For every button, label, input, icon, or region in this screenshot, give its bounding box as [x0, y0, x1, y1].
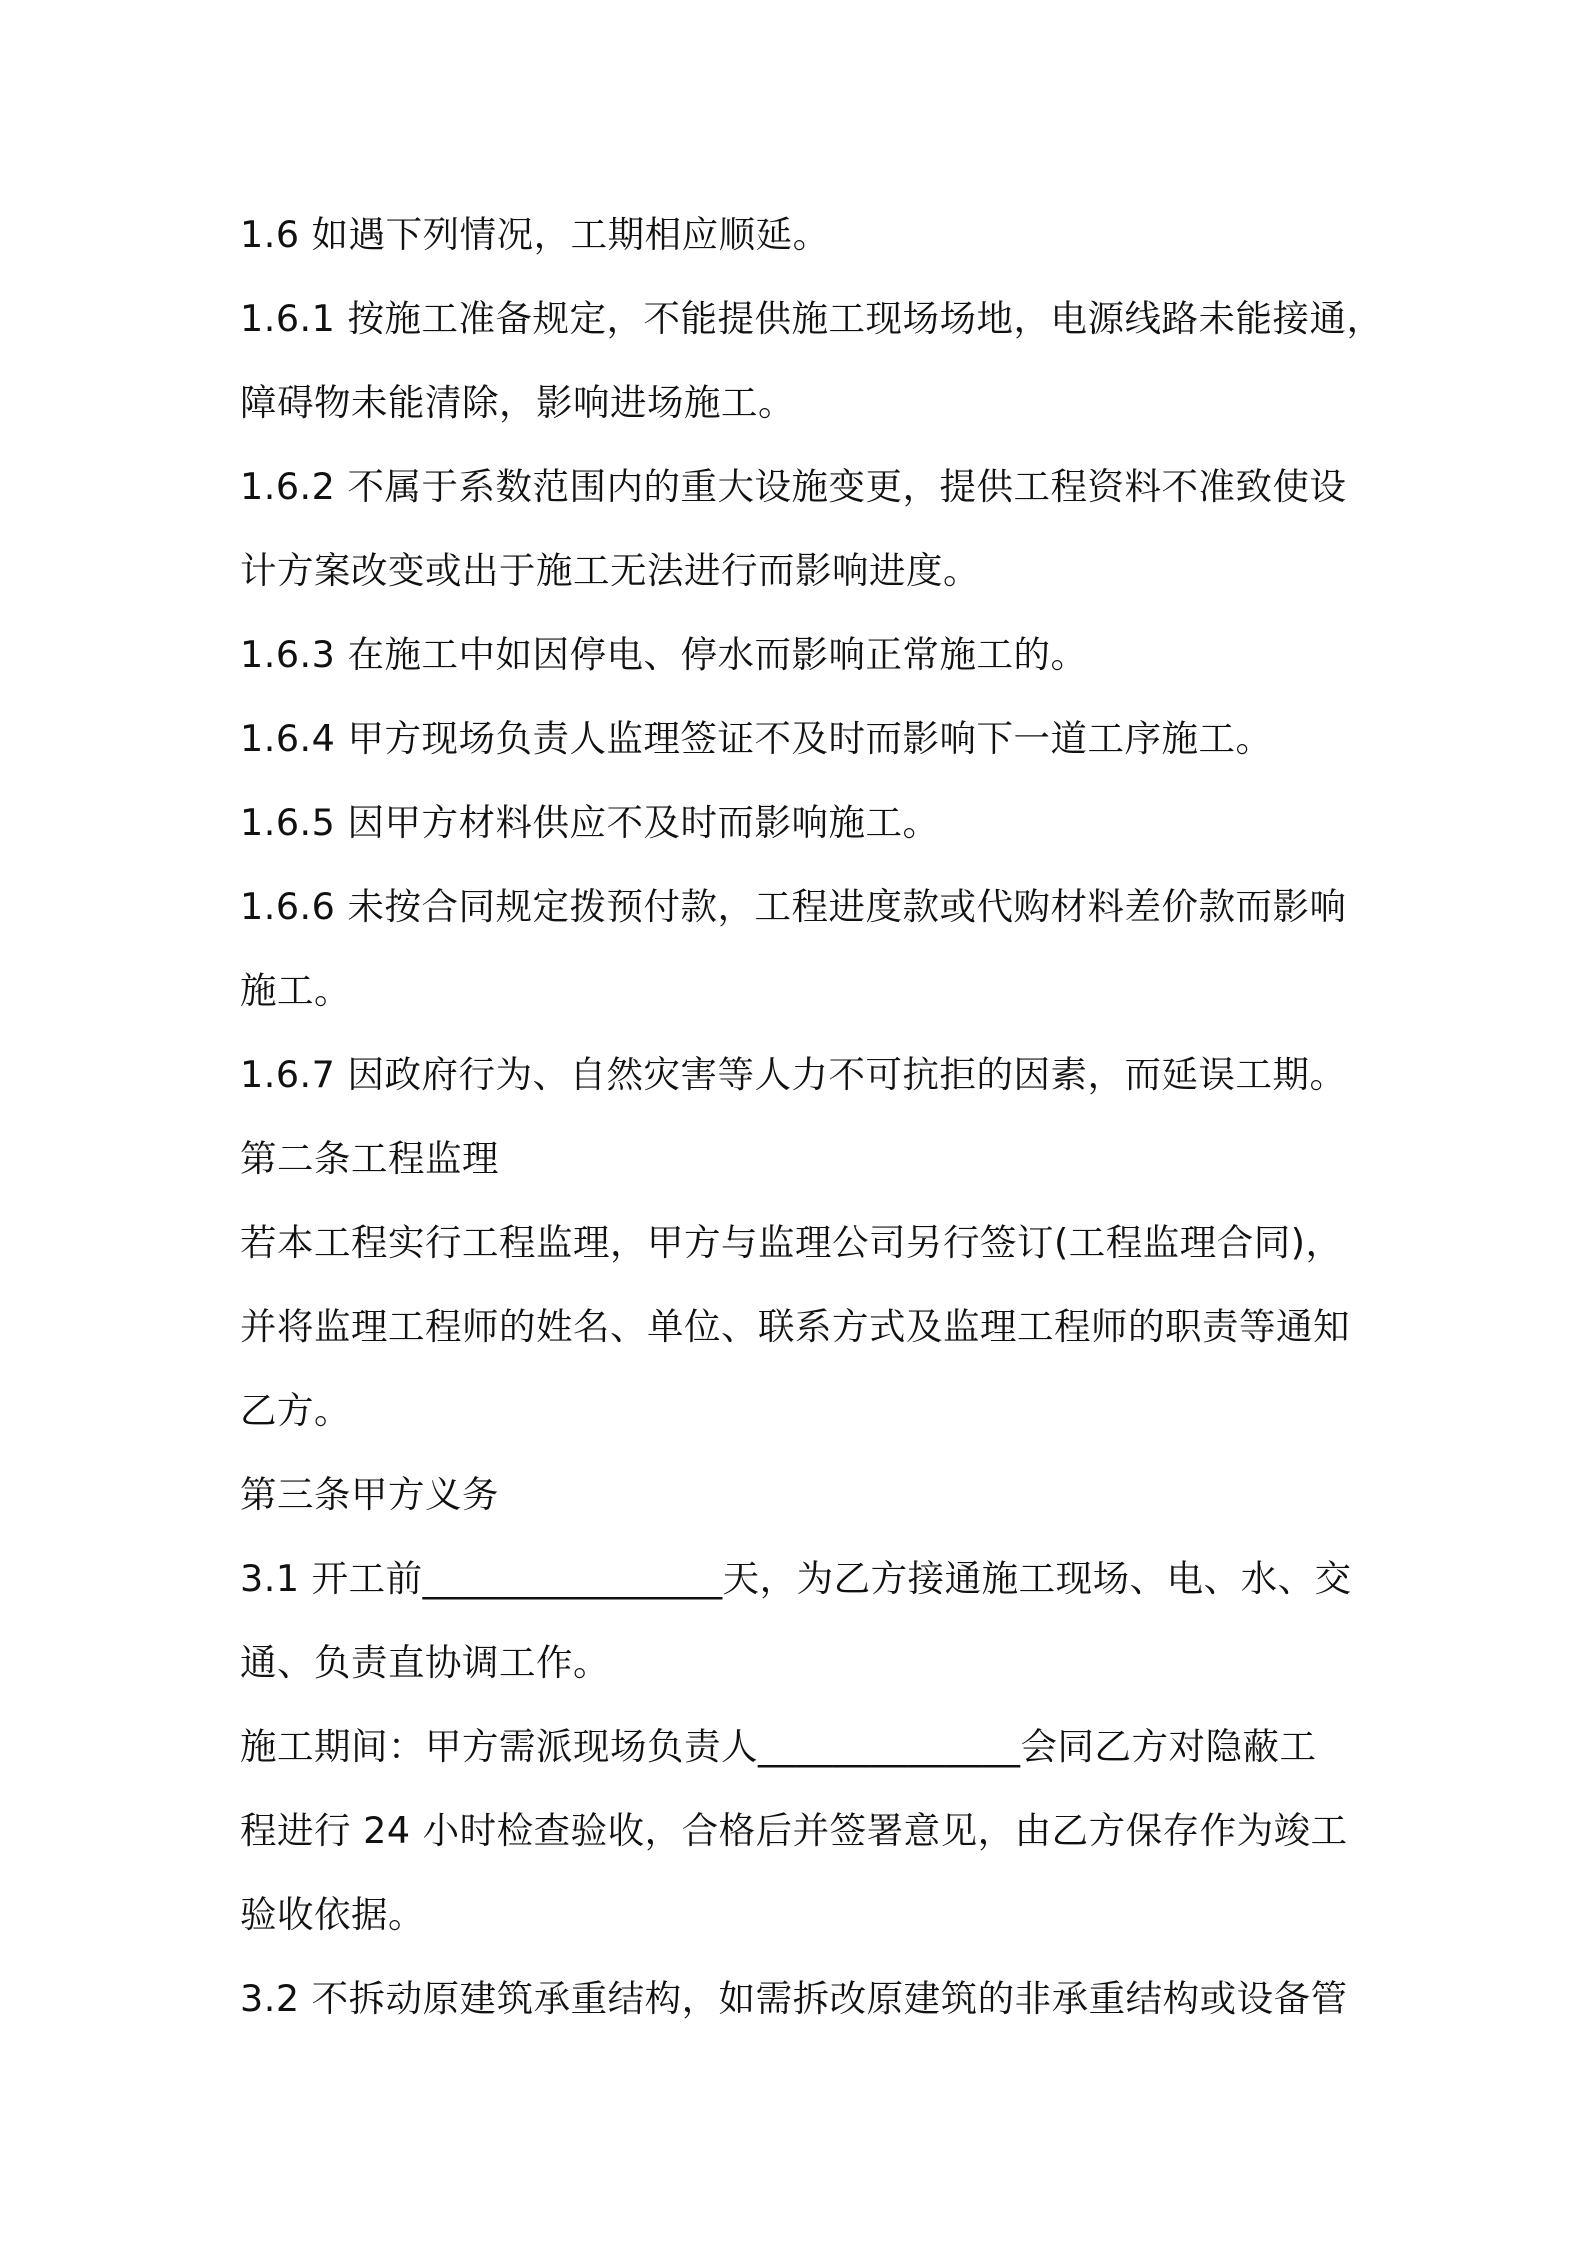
article-3-heading: 第三条甲方义务 [240, 1473, 499, 1516]
clause-3-2-line-1: 3.2 不拆动原建筑承重结构，如需拆改原建筑的非承重结构或设备管 [240, 1977, 1348, 2020]
clause-3-1-line-1: 3.1 开工前________________天，为乙方接通施工现场、电、水、交 [240, 1557, 1352, 1600]
clause-1-6-1-line-1: 1.6.1 按施工准备规定，不能提供施工现场场地，电源线路未能接通， [240, 297, 1384, 340]
clause-1-6-6-line-2: 施工。 [240, 969, 351, 1012]
clause-1-6-2-line-1: 1.6.2 不属于系数范围内的重大设施变更，提供工程资料不准致使设 [240, 465, 1347, 508]
clause-1-6-1-line-2: 障碍物未能清除，影响进场施工。 [240, 381, 795, 424]
clause-1-6: 1.6 如遇下列情况，工期相应顺延。 [240, 213, 830, 256]
article-2-line-3: 乙方。 [240, 1389, 351, 1432]
clause-3-1-line-2: 通、负责直协调工作。 [240, 1641, 610, 1684]
document-body [240, 193, 1384, 2041]
clause-1-6-7: 1.6.7 因政府行为、自然灾害等人力不可抗拒的因素，而延误工期。 [240, 1053, 1347, 1096]
clause-1-6-5: 1.6.5 因甲方材料供应不及时而影响施工。 [240, 801, 940, 844]
article-2-heading: 第二条工程监理 [240, 1137, 499, 1180]
article-2-line-2: 并将监理工程师的姓名、单位、联系方式及监理工程师的职责等通知 [240, 1305, 1350, 1348]
clause-1-6-3: 1.6.3 在施工中如因停电、停水而影响正常施工的。 [240, 633, 1088, 676]
construction-period-line-2: 程进行 24 小时检查验收，合格后并签署意见，由乙方保存作为竣工 [240, 1809, 1348, 1852]
clause-1-6-6-line-1: 1.6.6 未按合同规定拨预付款，工程进度款或代购材料差价款而影响 [240, 885, 1347, 928]
clause-1-6-2-line-2: 计方案改变或出于施工无法进行而影响进度。 [240, 549, 980, 592]
construction-period-line-1: 施工期间：甲方需派现场负责人______________会同乙方对隐蔽工 [240, 1725, 1317, 1768]
construction-period-line-3: 验收依据。 [240, 1893, 425, 1936]
clause-1-6-4: 1.6.4 甲方现场负责人监理签证不及时而影响下一道工序施工。 [240, 717, 1273, 760]
article-2-line-1: 若本工程实行工程监理，甲方与监理公司另行签订(工程监理合同)， [240, 1221, 1343, 1264]
